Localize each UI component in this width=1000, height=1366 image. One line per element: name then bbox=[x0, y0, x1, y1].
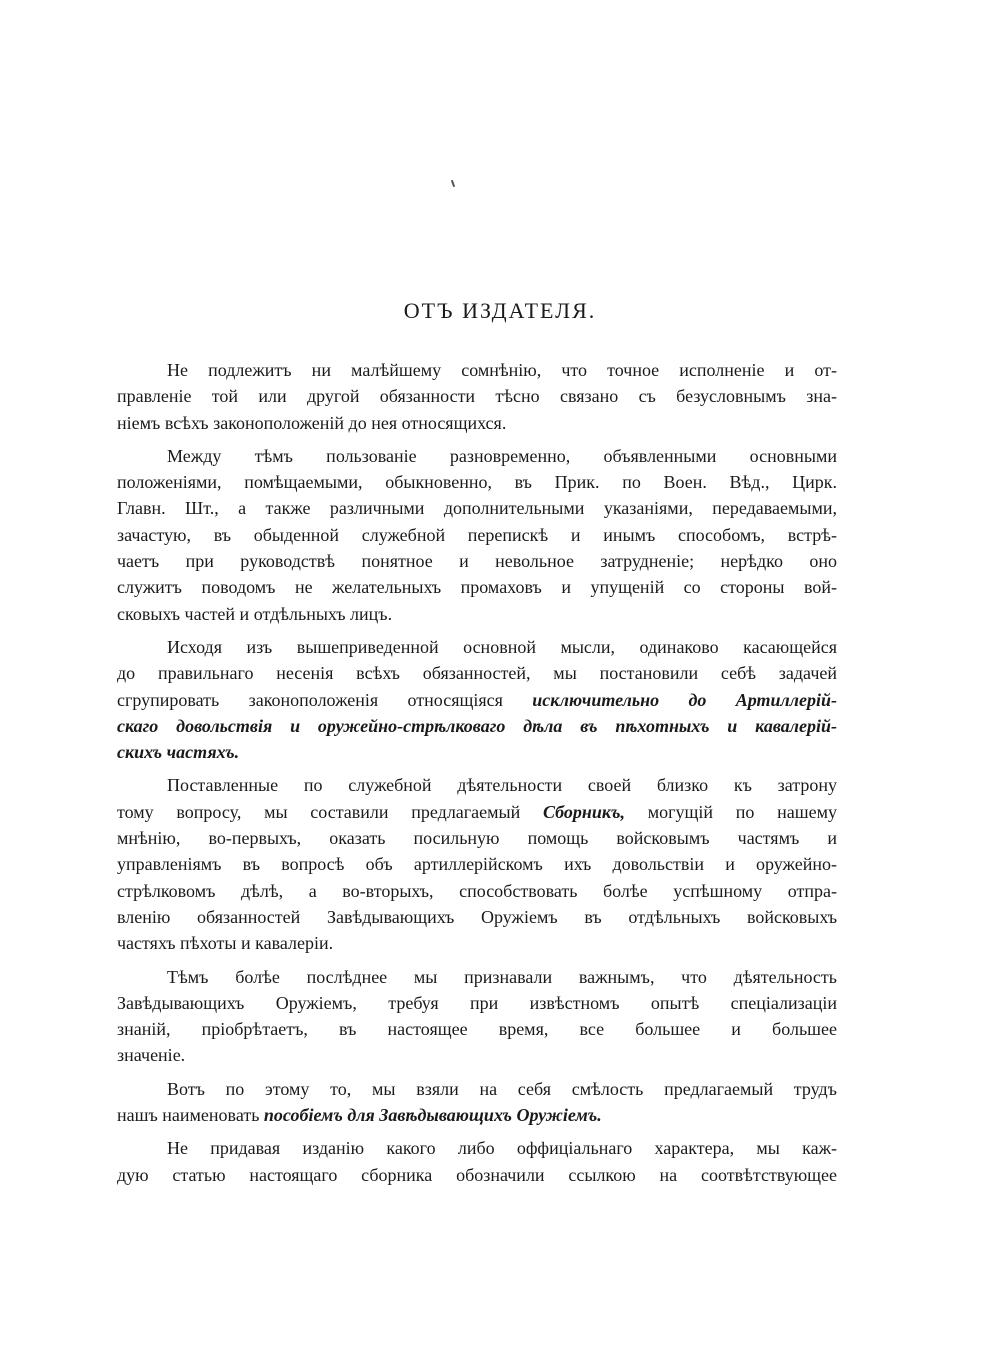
text-line: значеніе. bbox=[117, 1045, 186, 1066]
text-line-mixed bbox=[117, 687, 837, 713]
text-line: Завѣдывающихъ Оружіемъ, требуя при извѣстномъ опытѣ спеціализаціи bbox=[117, 992, 837, 1013]
text-line: знаній, пріобрѣтаетъ, въ настоящее время, все большее и большее bbox=[117, 1019, 837, 1040]
italic-segment: исключительно до Артиллерій- bbox=[532, 689, 837, 710]
text-line: Тѣмъ болѣе послѣднее мы признавали важнымъ, что дѣятельность bbox=[167, 966, 837, 987]
text-line: до правильнаго несенія всѣхъ обязанностей, мы постановили себѣ задачей bbox=[117, 663, 837, 684]
text-line: зачастую, въ обыденной служебной перепискѣ и инымъ способомъ, встрѣ- bbox=[117, 524, 837, 545]
text-line: положеніями, помѣщаемыми, обыкновенно, въ Прик. по Воен. Вѣд., Цирк. bbox=[117, 472, 837, 493]
text-line: вленію обязанностей Завѣдывающихъ Оружіемъ въ отдѣльныхъ войсковыхъ bbox=[117, 906, 837, 927]
text-line: дую статью настоящаго сборника обозначили ссылкою на соотвѣтствующее bbox=[117, 1164, 837, 1185]
text-line: стрѣлковомъ дѣлѣ, а во-вторыхъ, способствовать болѣе успѣшному отпра- bbox=[117, 880, 837, 901]
text-line: мнѣнію, во-первыхъ, оказать посильную помощь войсковымъ частямъ и bbox=[117, 828, 837, 849]
text-line: управленіямъ въ вопросѣ объ артиллерійскомъ ихъ довольствіи и оружейно- bbox=[117, 854, 837, 875]
text-segment: нашъ наименовать bbox=[117, 1105, 260, 1126]
text-line: Не придавая изданію какого либо оффиціальнаго характера, мы каж- bbox=[167, 1138, 837, 1159]
text-line: ніемъ всѣхъ законоположеній до нея относящихся. bbox=[117, 412, 507, 433]
text-line-mixed bbox=[117, 1102, 837, 1128]
ink-speck bbox=[451, 180, 455, 187]
text-segment: могущій по нашему bbox=[647, 801, 837, 822]
text-line: служитъ поводомъ не желательныхъ промаховъ и упущеній со стороны вой- bbox=[117, 577, 837, 598]
italic-segment: пособіемъ для Завѣдывающихъ Оружіемъ. bbox=[263, 1105, 602, 1126]
body-text bbox=[117, 357, 837, 1188]
text-line: частяхъ пѣхоты и кавалеріи. bbox=[117, 933, 334, 954]
text-line-mixed bbox=[117, 799, 837, 825]
text-line: правленіе той или другой обязанности тѣсно связано съ безусловнымъ зна- bbox=[117, 386, 837, 407]
text-line: Не подлежитъ ни малѣйшему сомнѣнію, что точное исполненіе и от- bbox=[167, 360, 837, 380]
text-segment: тому вопросу, мы составили предлагаемый bbox=[117, 801, 521, 822]
text-line: сковыхъ частей и отдѣльныхъ лицъ. bbox=[117, 603, 393, 624]
text-line: Между тѣмъ пользованіе разновременно, объявленными основными bbox=[167, 445, 837, 466]
text-line: Вотъ по этому то, мы взяли на себя смѣлость предлагаемый трудъ bbox=[167, 1078, 837, 1099]
text-line: Поставленные по служебной дѣятельности своей близко къ затрону bbox=[167, 775, 837, 796]
text-line: Исходя изъ вышеприведенной основной мысли, одинаково касающейся bbox=[167, 636, 837, 657]
text-line: Главн. Шт., а также различными дополнительными указаніями, передаваемыми, bbox=[117, 498, 837, 519]
italic-segment: Сборникъ, bbox=[543, 801, 626, 822]
page-title: ОТЪ ИЗДАТЕЛЯ. bbox=[403, 298, 597, 323]
text-line: скаго довольствія и оружейно-стрѣлковаго дѣла въ пѣхотныхъ и кавалерій- bbox=[117, 715, 837, 736]
text-line: чаетъ при руководствѣ понятное и невольное затрудненіе; нерѣдко оно bbox=[117, 551, 837, 572]
text-segment: сгрупировать законоположенія относящіяся bbox=[117, 689, 503, 710]
text-line: скихъ частяхъ. bbox=[117, 742, 240, 763]
